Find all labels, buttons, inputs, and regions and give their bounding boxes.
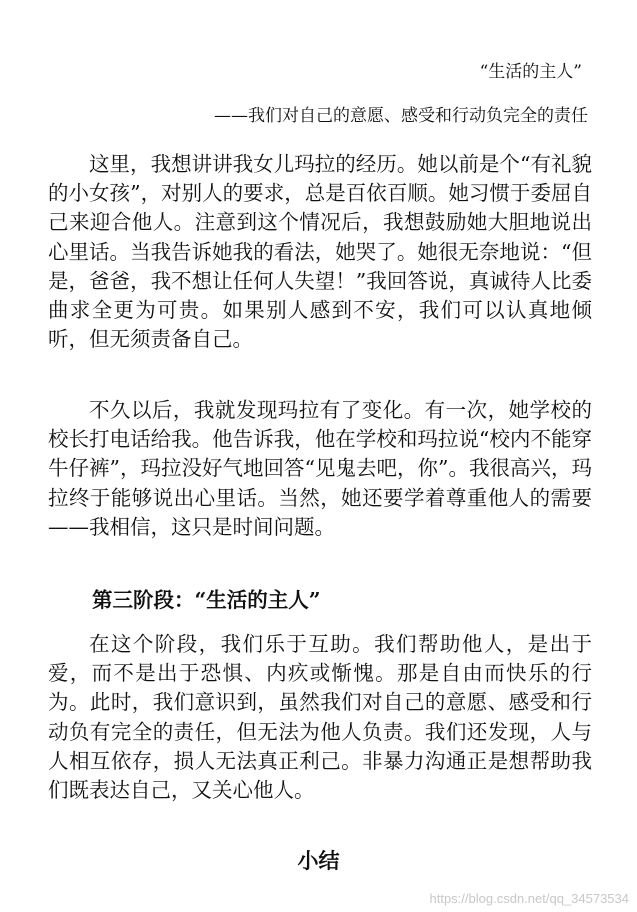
epigraph-attribution: ——我们对自己的意愿、感受和行动负完全的责任 [214, 106, 588, 126]
summary-heading: 小结 [297, 848, 340, 873]
paragraph-mara-story: 这里，我想讲讲我女儿玛拉的经历。她以前是个“有礼貌的小女孩”，对别人的要求，总是百依百顺。她习惯于委屈自己来迎合他人。注意到这个情况后，我想鼓励她大胆地说出心里话。当我告诉她我的看法，她哭了。她很无奈地说：“但是，爸爸，我不想让任何人失望！”我回答说，真诚待人比委曲求全更为可贵。如果别人感到不安，我们可以认真地倾听，但无须责备自己。 [48, 152, 592, 352]
paragraph-stage-three: 在这个阶段，我们乐于互助。我们帮助他人，是出于爱，而不是出于恐惧、内疚或惭愧。那是自由而快乐的行为。此时，我们意识到，虽然我们对自己的意愿、感受和行动负有完全的责任，但无法为他人负责。我们还发现，人与人相互依存，损人无法真正利己。非暴力沟通正是想帮助我们既表达自己，又关心他人。 [48, 632, 592, 803]
watermark: https://blog.csdn.net/qq_34573534 [429, 891, 629, 906]
paragraph-mara-change: 不久以后，我就发现玛拉有了变化。有一次，她学校的校长打电话给我。他告诉我，他在学校和玛拉说“校内不能穿牛仔裤”，玛拉没好气地回答“见鬼去吧，你”。我很高兴，玛拉终于能够说出心里话。当然，她还要学着尊重他人的需要——我相信，这只是时间问题。 [48, 398, 592, 539]
epigraph-quote: “生活的主人” [479, 62, 582, 82]
section-heading: 第三阶段：“生活的主人” [92, 588, 321, 612]
